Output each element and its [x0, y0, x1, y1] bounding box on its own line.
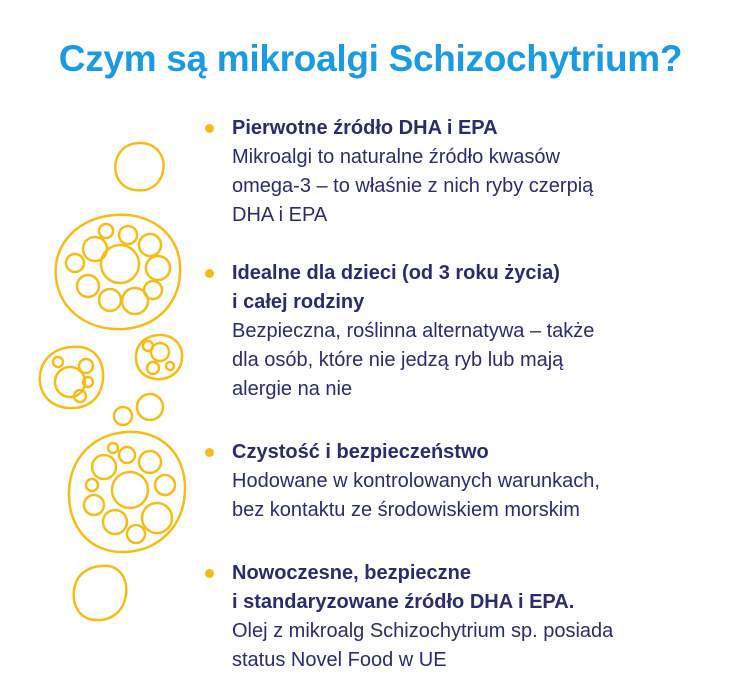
item-body: Olej z mikroalg Schizochytrium sp. posiada status Novel Food w UE — [232, 620, 614, 671]
bullet-icon — [205, 448, 214, 457]
item-body: Bezpieczna, roślinna alternatywa – także dla osób, które nie jedzą ryb lub mają alergie na nie — [232, 320, 595, 400]
bullet-icon — [205, 269, 214, 278]
item-body: Hodowane w kontrolowanych warunkach, bez kontaktu ze środowiskiem morskim — [232, 470, 600, 521]
microalgae-cells-icon — [0, 0, 200, 692]
bullet-icon — [205, 569, 214, 578]
item-title: Pierwotne źródło DHA i EPA — [232, 117, 498, 139]
page-title: Czym są mikroalgi Schizochytrium? — [58, 38, 683, 79]
item-title: Idealne dla dzieci (od 3 roku życia) i całej rodziny — [232, 262, 560, 313]
bullet-icon — [205, 124, 214, 133]
item-title: Czystość i bezpieczeństwo — [232, 441, 489, 463]
item-title: Nowoczesne, bezpieczne i standaryzowane źródło DHA i EPA. — [232, 562, 575, 613]
item-body: Mikroalgi to naturalne źródło kwasów omega-3 – to właśnie z nich ryby czerpią DHA i EPA — [232, 146, 594, 226]
